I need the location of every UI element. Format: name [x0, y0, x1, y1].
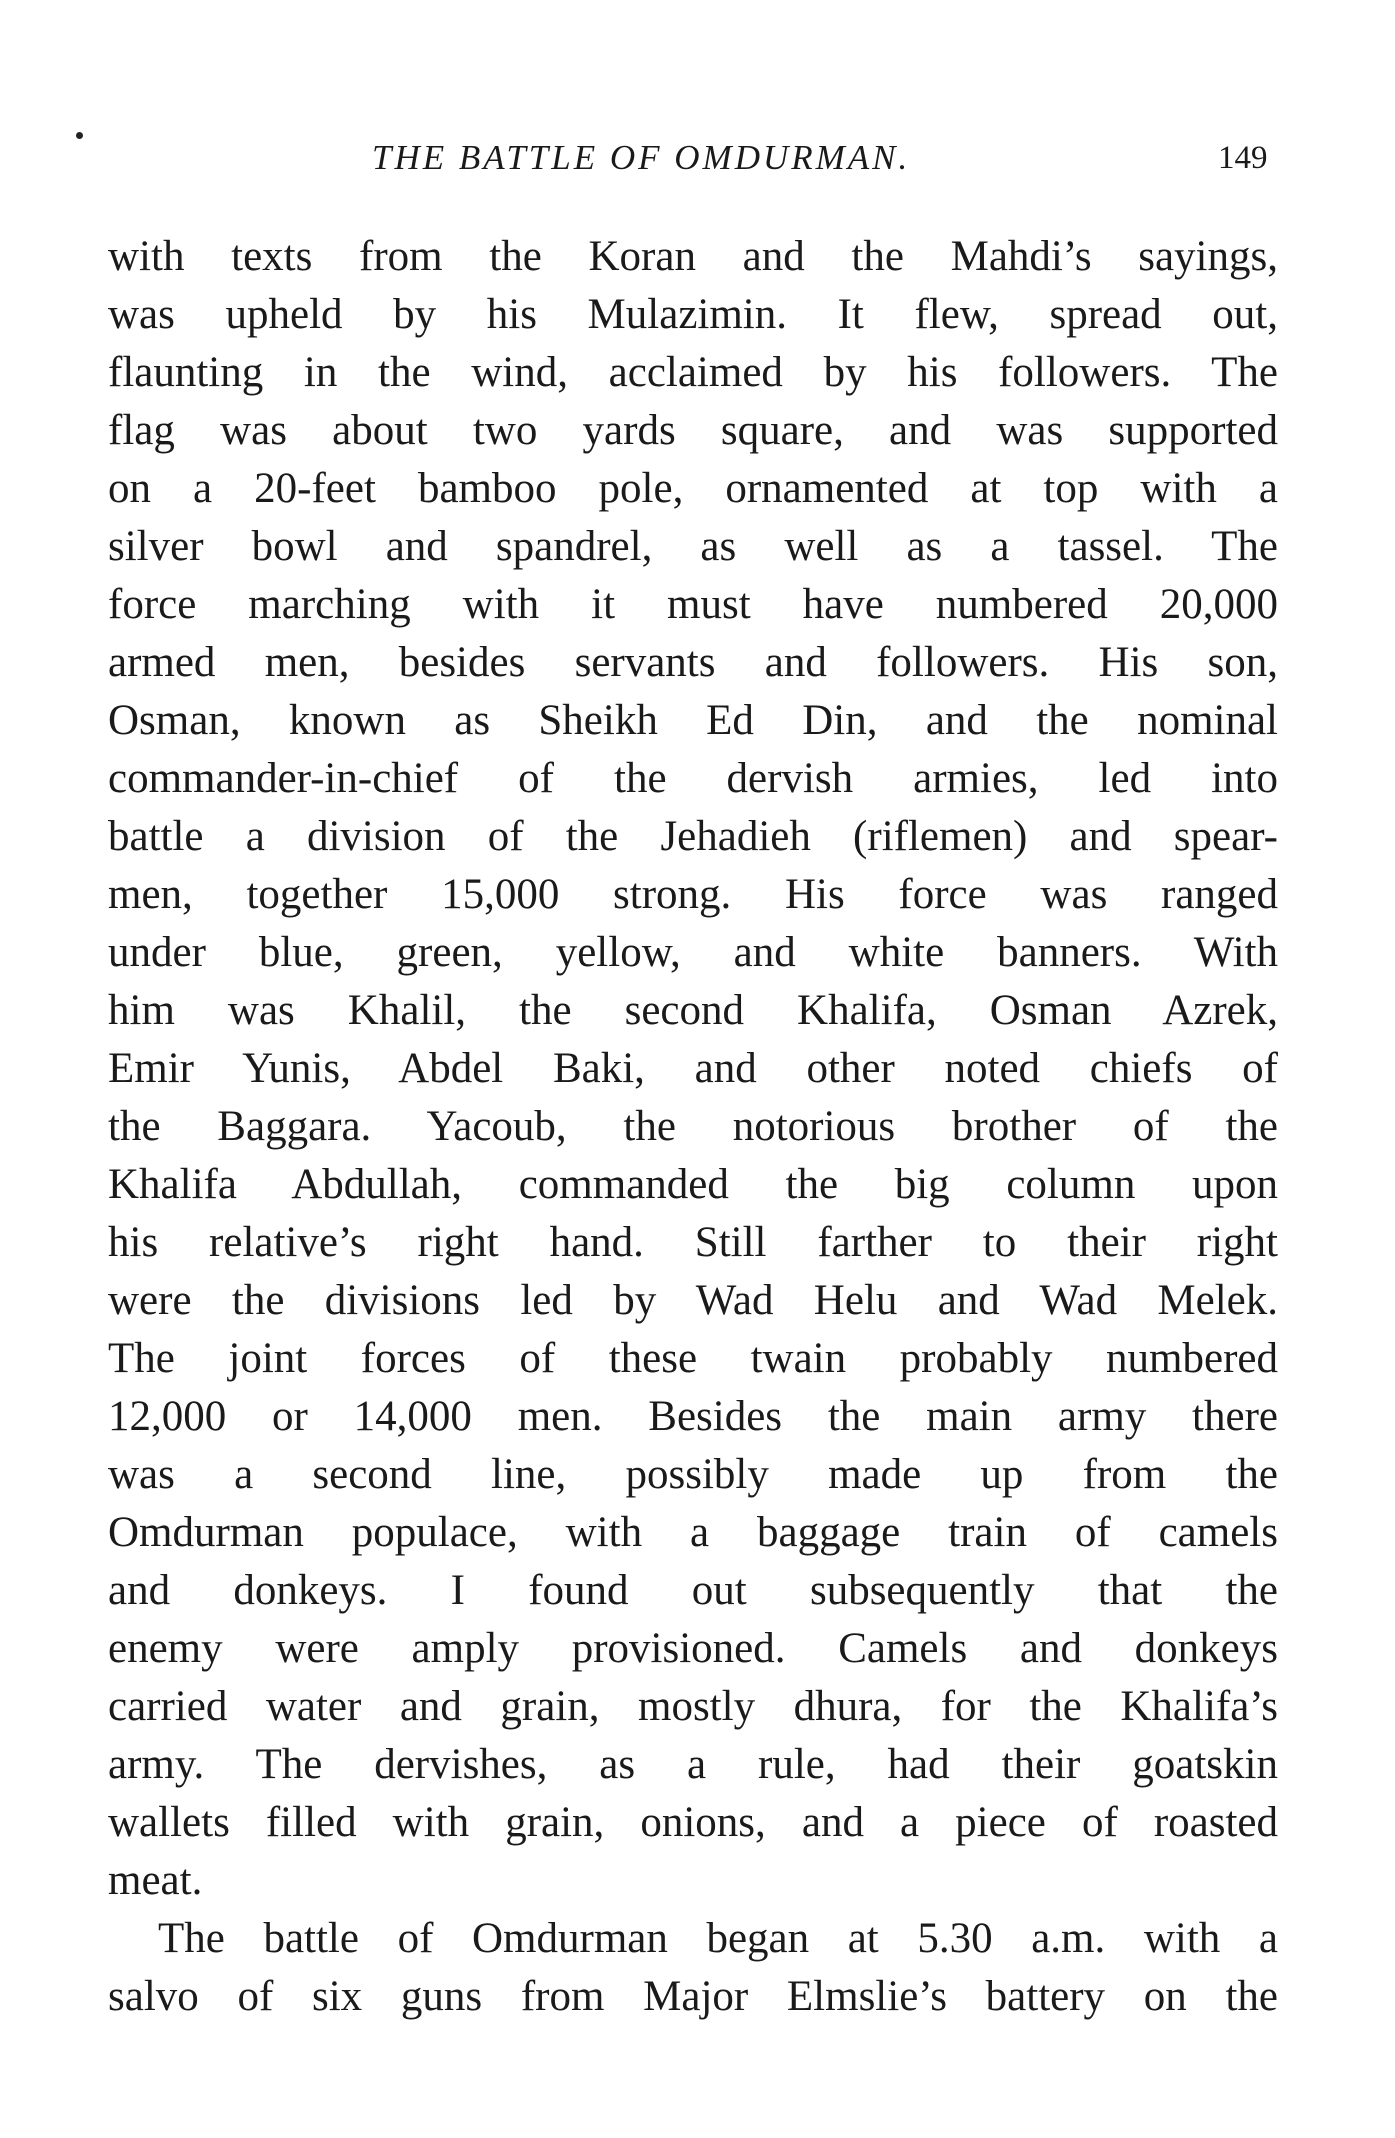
text-line: men, together 15,000 strong. His force was ranged	[108, 871, 1278, 918]
body-text	[108, 228, 1278, 2026]
text-line: wallets filled with grain, onions, and a piece of roasted	[108, 1799, 1278, 1846]
text-line: Omdurman populace, with a baggage train of camels	[108, 1509, 1278, 1556]
text-line: army. The dervishes, as a rule, had their goatskin	[108, 1741, 1278, 1788]
text-line: him was Khalil, the second Khalifa, Osman Azrek,	[108, 987, 1278, 1034]
text-line: enemy were amply provisioned. Camels and donkeys	[108, 1625, 1278, 1672]
text-line: The joint forces of these twain probably numbered	[108, 1335, 1278, 1382]
text-line: Khalifa Abdullah, commanded the big column upon	[108, 1161, 1278, 1208]
text-line: flaunting in the wind, acclaimed by his followers. The	[108, 349, 1278, 396]
text-line: the Baggara. Yacoub, the notorious brother of the	[108, 1103, 1278, 1150]
paragraph-start-line: The battle of Omdurman began at 5.30 a.m. with a	[158, 1915, 1278, 1962]
text-line: was a second line, possibly made up from the	[108, 1451, 1278, 1498]
text-line: force marching with it must have numbered 20,000	[108, 581, 1278, 628]
running-header	[0, 138, 1395, 188]
text-line: was upheld by his Mulazimin. It flew, spread out,	[108, 291, 1278, 338]
text-line: on a 20-feet bamboo pole, ornamented at top with a	[108, 465, 1278, 512]
text-line: carried water and grain, mostly dhura, for the Khalifa’s	[108, 1683, 1278, 1730]
text-line: silver bowl and spandrel, as well as a tassel. The	[108, 523, 1278, 570]
text-line: Osman, known as Sheikh Ed Din, and the nominal	[108, 697, 1278, 744]
text-line: with texts from the Koran and the Mahdi’s sayings,	[108, 233, 1278, 280]
running-title: THE BATTLE OF OMDURMAN.	[372, 138, 911, 177]
text-line: flag was about two yards square, and was supported	[108, 407, 1278, 454]
text-line: under blue, green, yellow, and white banners. With	[108, 929, 1278, 976]
text-line: 12,000 or 14,000 men. Besides the main army there	[108, 1393, 1278, 1440]
text-line: commander-in-chief of the dervish armies, led into	[108, 755, 1278, 802]
text-line: were the divisions led by Wad Helu and Wad Melek.	[108, 1277, 1278, 1324]
text-line: his relative’s right hand. Still farther to their right	[108, 1219, 1278, 1266]
paragraph-end-line: meat.	[108, 1857, 203, 1904]
text-line: armed men, besides servants and followers. His son,	[108, 639, 1278, 686]
text-line: and donkeys. I found out subsequently that the	[108, 1567, 1278, 1614]
page-number: 149	[1218, 140, 1268, 176]
text-line: battle a division of the Jehadieh (riflemen) and spear-	[108, 813, 1278, 860]
text-line: Emir Yunis, Abdel Baki, and other noted chiefs of	[108, 1045, 1278, 1092]
text-line: salvo of six guns from Major Elmslie’s battery on the	[108, 1973, 1278, 2020]
